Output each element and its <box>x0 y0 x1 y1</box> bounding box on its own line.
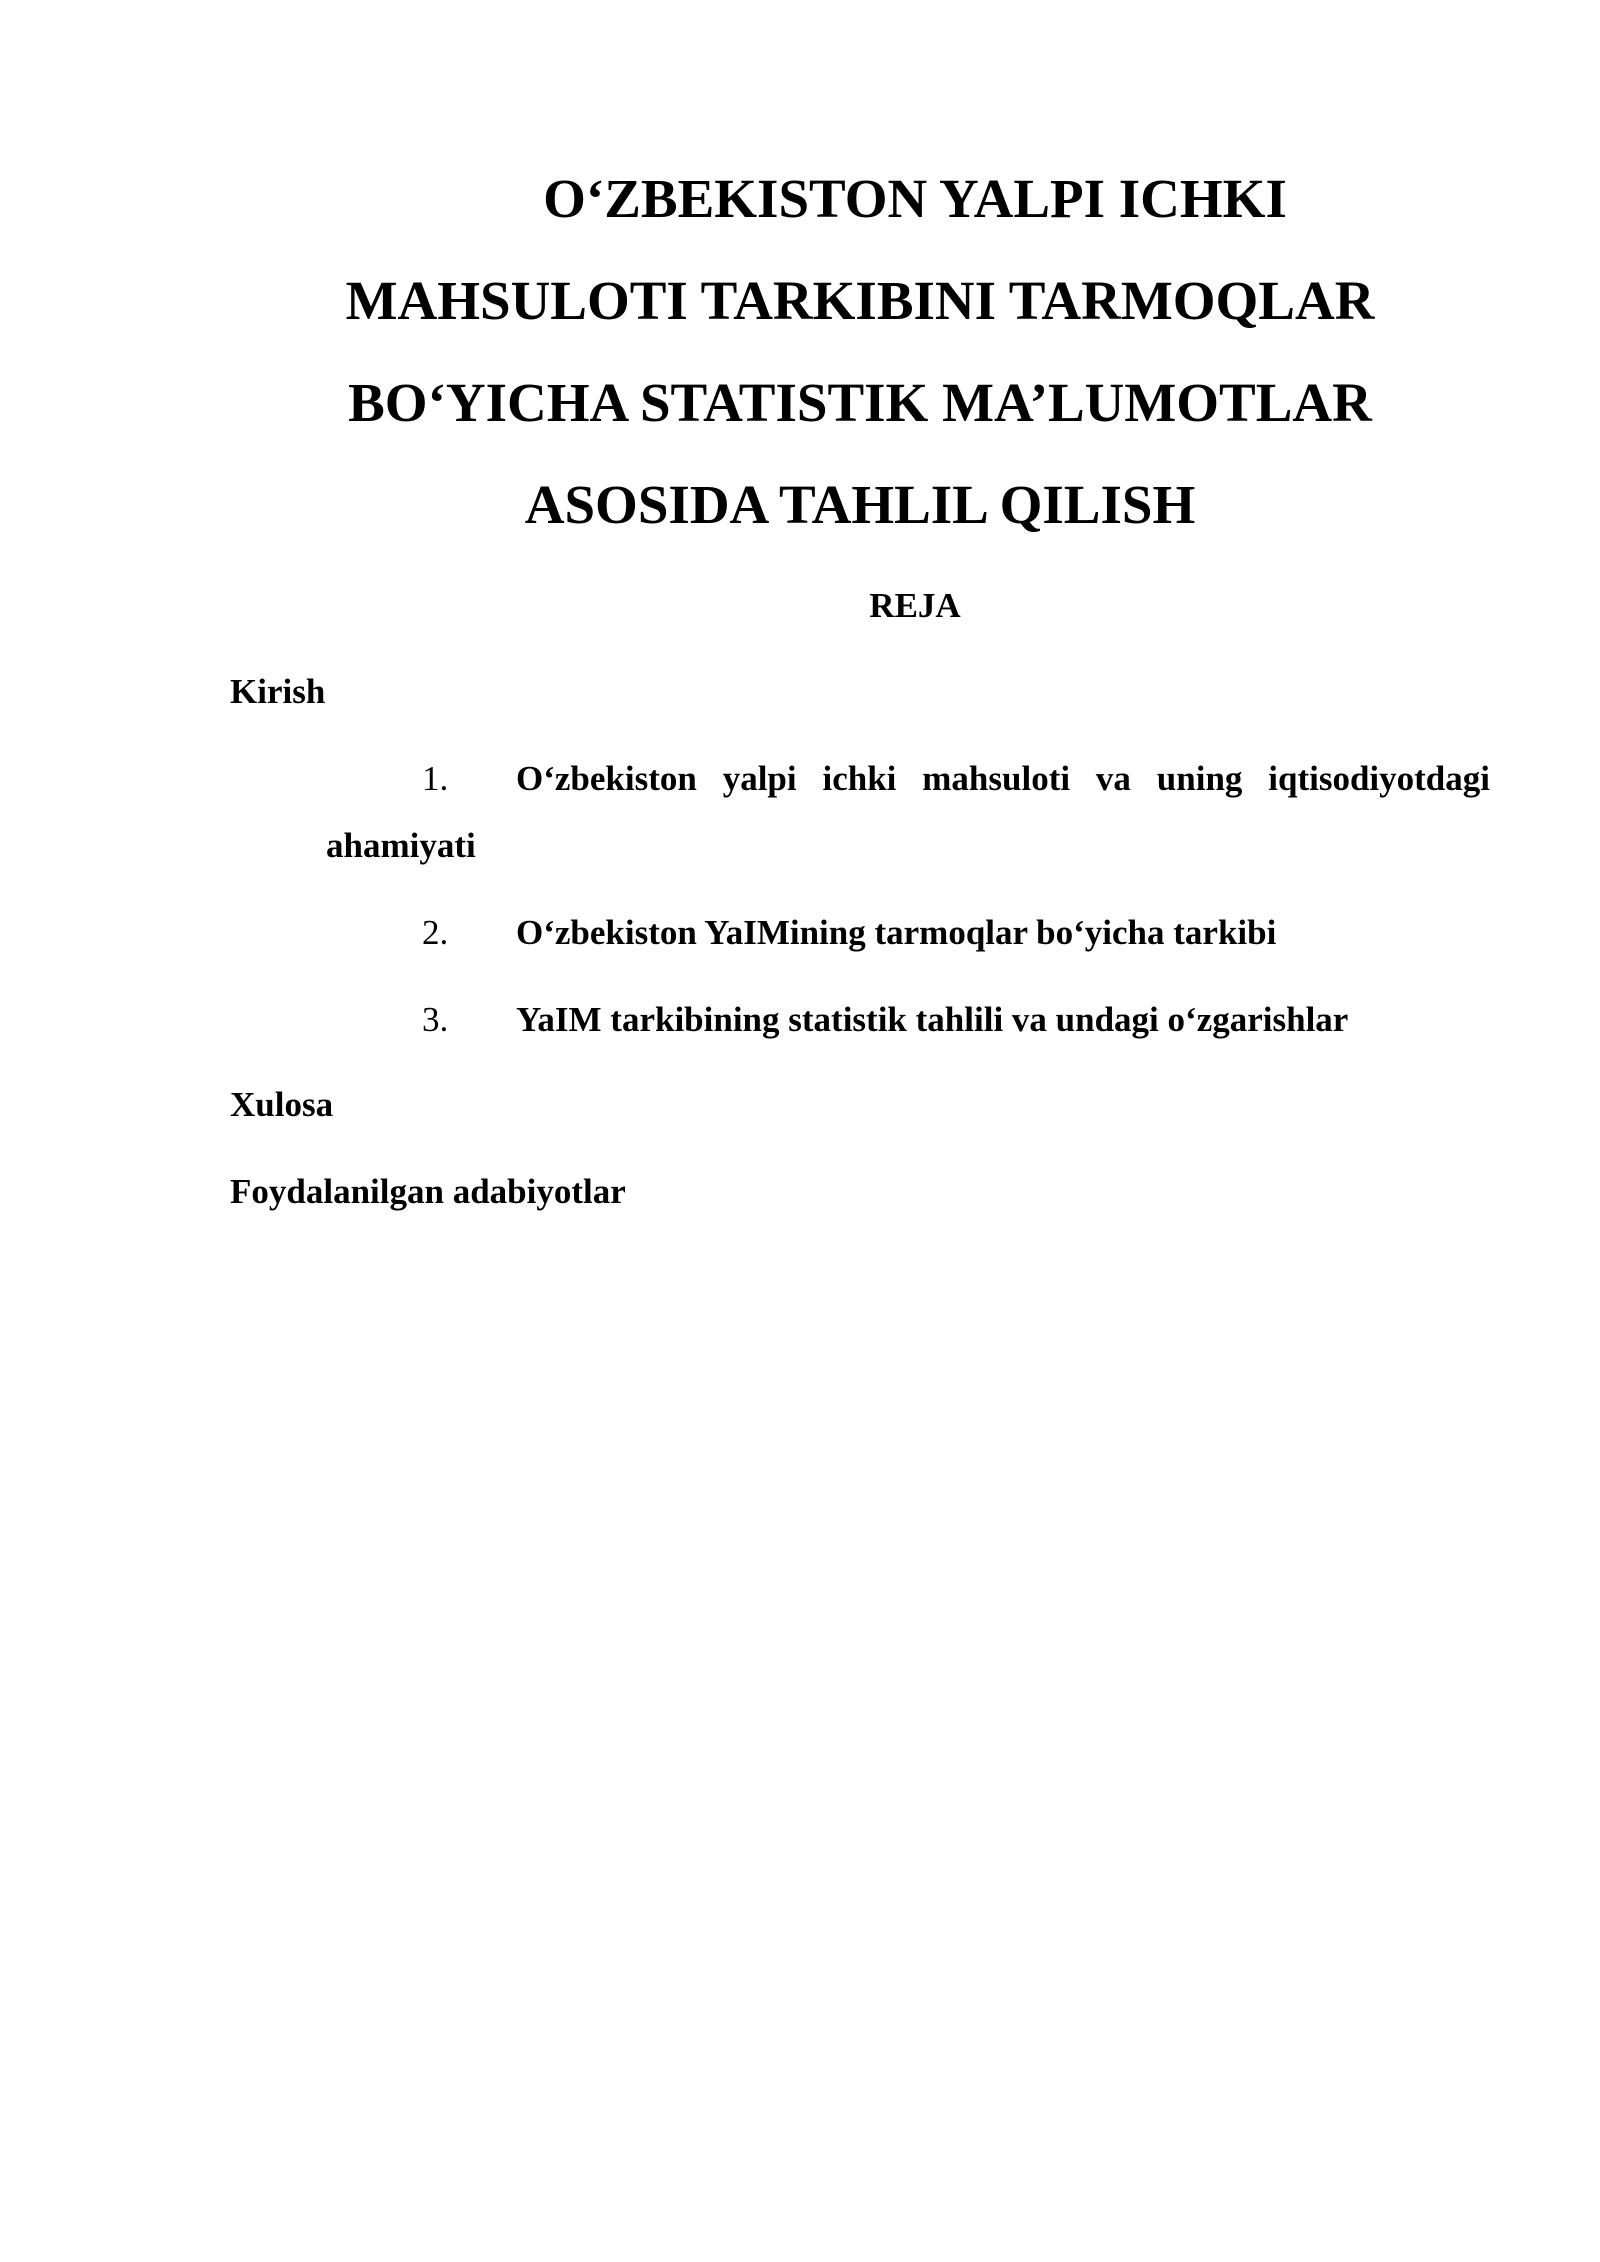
plan-item-number: 1. <box>422 759 449 798</box>
title-line-4: ASOSIDA TAHLIL QILISH <box>524 474 1196 535</box>
plan-item-text: YaIM tarkibining statistik tahlili va undagi o‘zgarishlar <box>516 1000 1349 1039</box>
plan-item-number: 3. <box>422 1000 449 1039</box>
plan-heading: REJA <box>869 586 961 625</box>
plan-item-text-line2: ahamiyati <box>326 826 476 865</box>
plan-item-text-line1: O‘zbekiston yalpi ichki mahsuloti va uning iqtisodiyotdagi <box>516 759 1490 798</box>
title-line-1: O‘ZBEKISTON YALPI ICHKI <box>543 168 1287 229</box>
plan-item-conclusion: Xulosa <box>230 1085 334 1124</box>
title-line-2: MAHSULOTI TARKIBINI TARMOQLAR <box>345 270 1375 331</box>
plan-item-2 <box>326 909 1490 957</box>
plan-item-intro: Kirish <box>230 672 326 711</box>
plan-item-number: 2. <box>422 913 449 952</box>
title-line-3: BO‘YICHA STATISTIK MA’LUMOTLAR <box>348 372 1372 433</box>
document-title <box>230 148 1490 556</box>
plan-item-references: Foydalanilgan adabiyotlar <box>230 1172 626 1211</box>
plan-item-text: O‘zbekiston YaIMining tarmoqlar bo‘yicha tarkibi <box>516 913 1277 952</box>
plan-item-1 <box>326 755 1490 803</box>
plan-item-3 <box>326 996 1490 1044</box>
